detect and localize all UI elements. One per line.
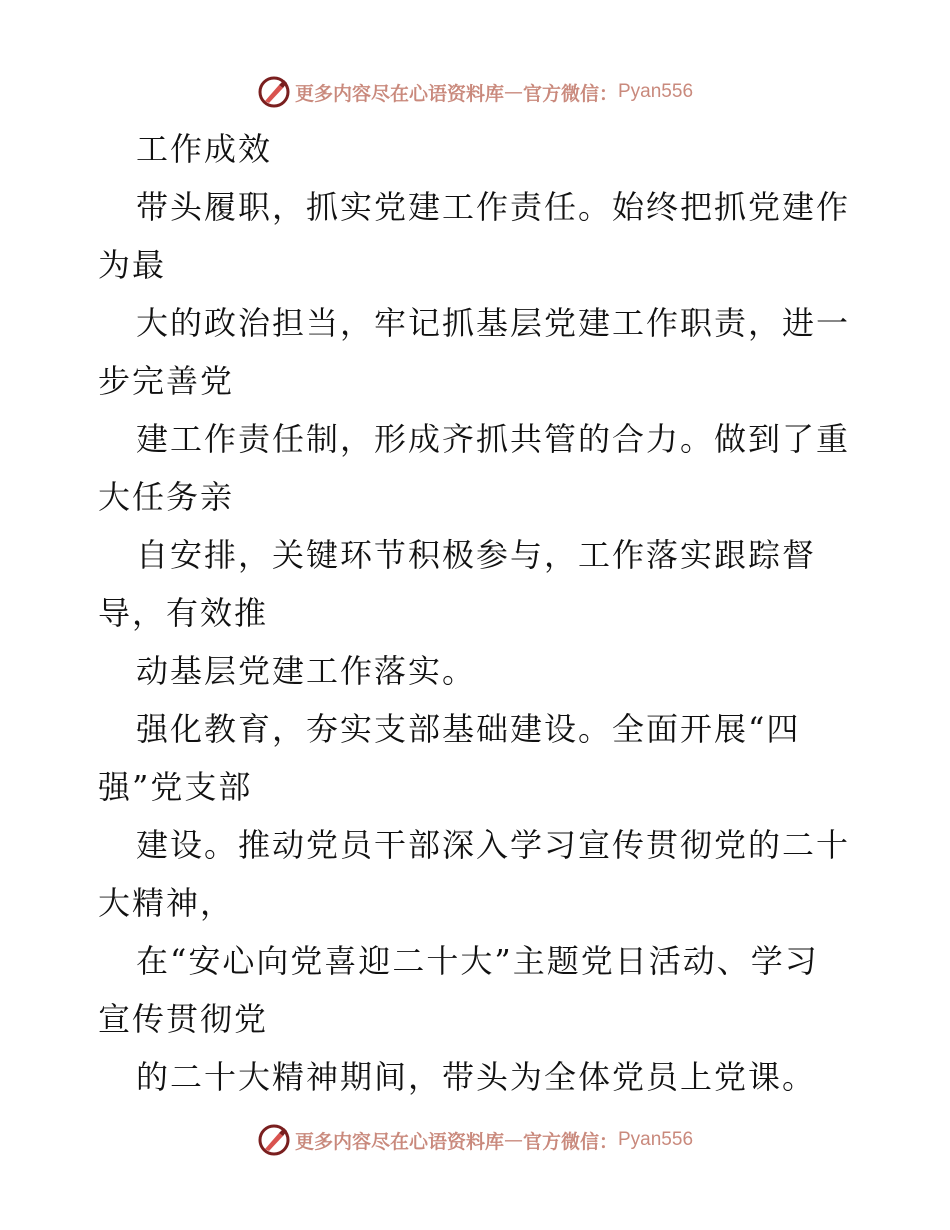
pen-logo-icon — [257, 1123, 291, 1157]
footer-banner-dash: — — [503, 1129, 523, 1151]
text-line: 步完善党 — [98, 362, 235, 400]
text-line: 大的政治担当，牢记抓基层党建工作职责，进一 — [136, 304, 851, 342]
document-body — [98, 120, 878, 1106]
text-line: 大任务亲 — [98, 478, 235, 516]
text-line: 建设。推动党员干部深入学习宣传贯彻党的二十 — [136, 826, 851, 864]
text-line: 建工作责任制，形成齐抓共管的合力。做到了重 — [136, 420, 851, 458]
footer-wechat-label: 官方微信： — [522, 1130, 618, 1153]
header-wechat-id: Pyan556 — [618, 81, 694, 102]
header-banner-text: 更多内容尽在心语资料库 — [294, 82, 504, 105]
text-line: 工作成效 — [136, 130, 273, 168]
text-line: 的二十大精神期间，带头为全体党员上党课。 — [136, 1058, 817, 1096]
text-line: 强化教育，夯实支部基础建设。全面开展“四 — [136, 710, 801, 748]
text-line: 强”党支部 — [98, 768, 253, 806]
pen-logo-icon — [257, 75, 291, 109]
footer-banner — [0, 1120, 950, 1160]
text-line: 为最 — [98, 246, 167, 284]
footer-wechat-id: Pyan556 — [618, 1129, 694, 1150]
text-line: 在“安心向党喜迎二十大”主题党日活动、学习 — [136, 942, 819, 980]
header-banner-dash: — — [503, 81, 523, 103]
text-line: 大精神， — [98, 884, 235, 922]
text-line: 宣传贯彻党 — [98, 1000, 269, 1038]
footer-banner-text: 更多内容尽在心语资料库 — [294, 1130, 504, 1153]
text-line: 自安排，关键环节积极参与，工作落实跟踪督 — [136, 536, 817, 574]
text-line: 动基层党建工作落实。 — [136, 652, 477, 690]
header-wechat-label: 官方微信： — [522, 82, 618, 105]
text-line: 导，有效推 — [98, 594, 269, 632]
text-line: 带头履职，抓实党建工作责任。始终把抓党建作 — [136, 188, 851, 226]
header-banner — [0, 72, 950, 112]
